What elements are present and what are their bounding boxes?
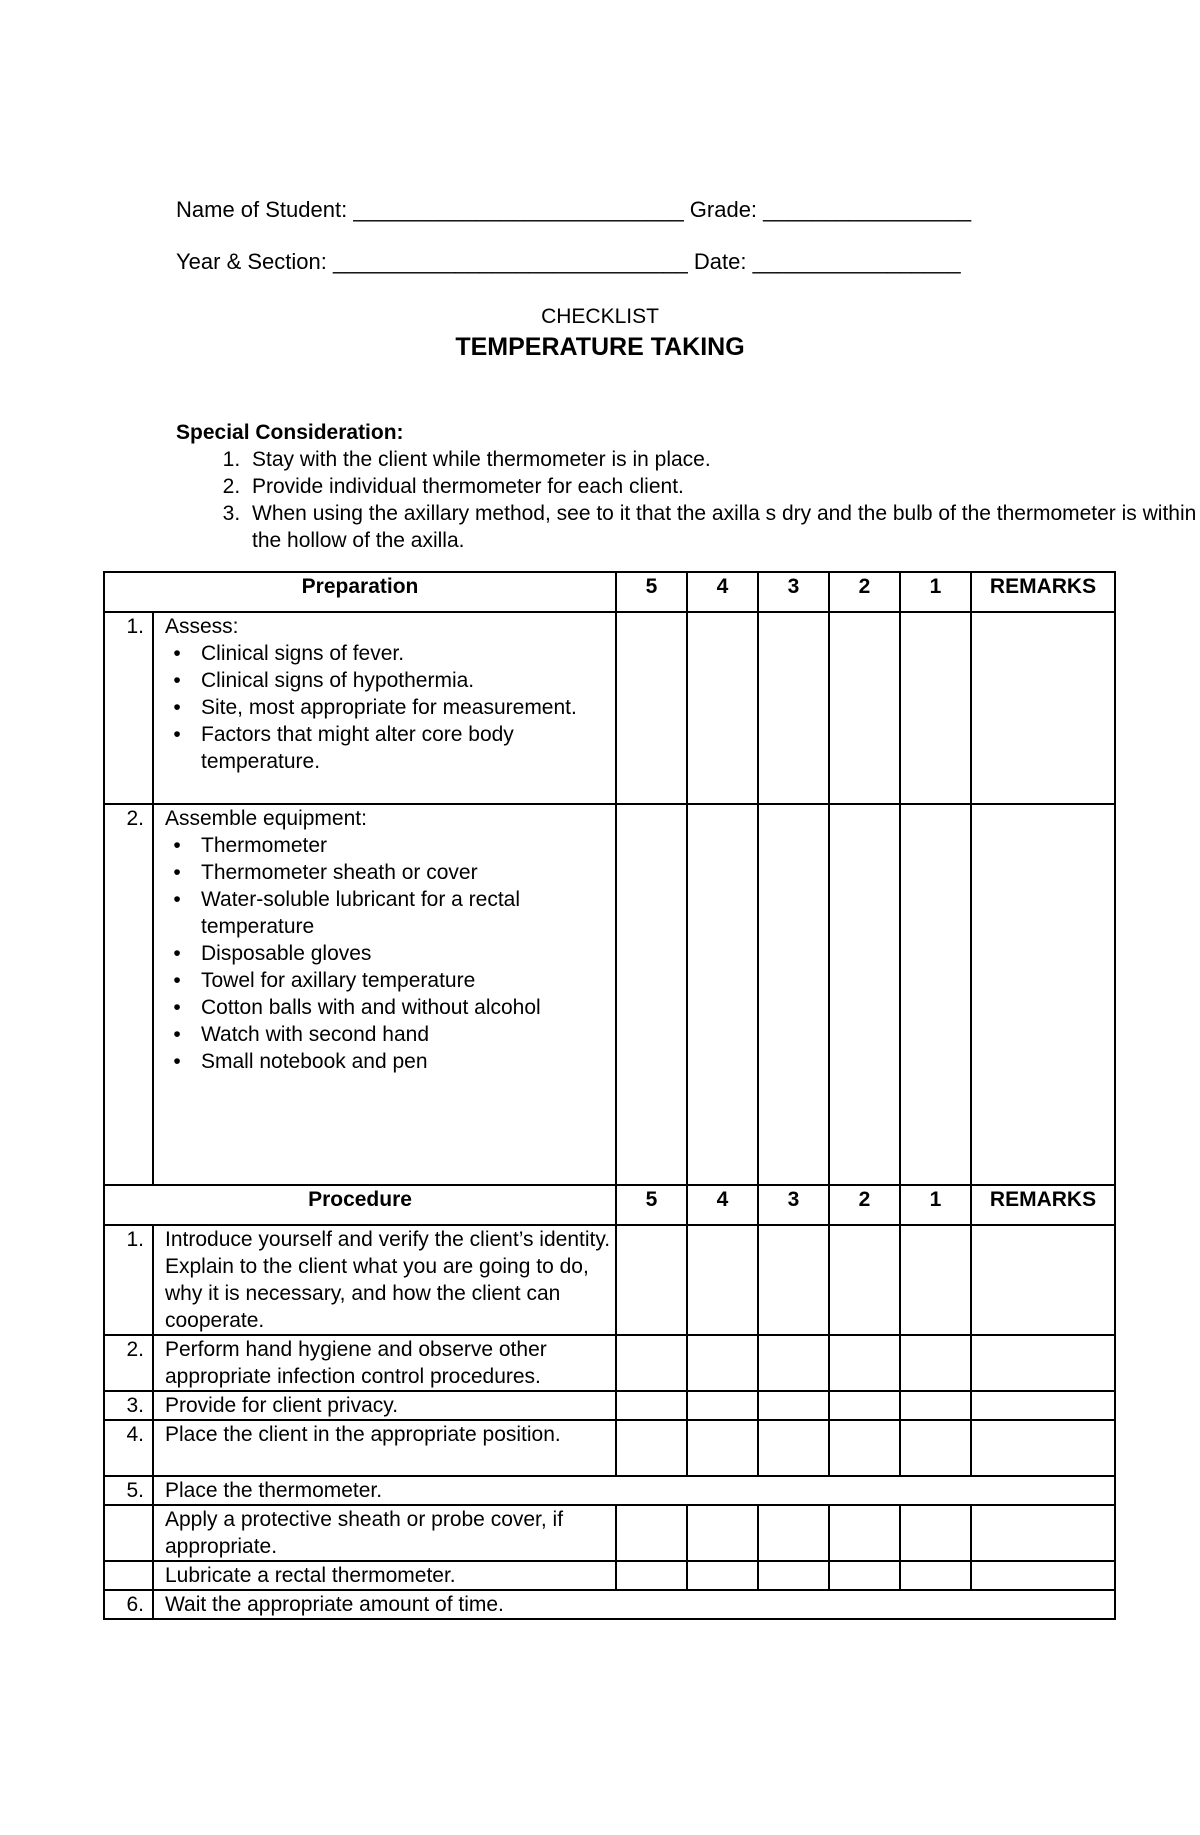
row-number: 3. xyxy=(104,1391,153,1420)
row-text xyxy=(153,804,616,1185)
score-cell[interactable] xyxy=(900,1561,971,1590)
row-number xyxy=(104,1505,153,1561)
score-header-5: 5 xyxy=(616,1185,687,1225)
score-cell[interactable] xyxy=(829,1420,900,1476)
row-text: Place the thermometer. xyxy=(153,1476,1115,1505)
score-cell[interactable] xyxy=(900,1225,971,1335)
score-cell[interactable] xyxy=(829,1225,900,1335)
score-cell[interactable] xyxy=(616,804,687,1185)
score-cell[interactable] xyxy=(758,612,829,804)
score-header-1: 1 xyxy=(900,572,971,612)
special-considerations xyxy=(176,419,1200,554)
score-cell[interactable] xyxy=(758,804,829,1185)
score-header-2: 2 xyxy=(829,1185,900,1225)
bullet-item: • Watch with second hand xyxy=(201,1021,615,1048)
checklist-table xyxy=(103,571,1116,1620)
special-item: 2. Provide individual thermometer for each client. xyxy=(246,473,1200,500)
bullet-item: • Factors that might alter core body temperature. xyxy=(201,721,615,775)
score-cell[interactable] xyxy=(758,1561,829,1590)
score-cell[interactable] xyxy=(900,1335,971,1391)
remarks-cell[interactable] xyxy=(971,1420,1115,1476)
score-cell[interactable] xyxy=(687,804,758,1185)
score-cell[interactable] xyxy=(687,1505,758,1561)
score-cell[interactable] xyxy=(829,1335,900,1391)
remarks-cell[interactable] xyxy=(971,1335,1115,1391)
special-item: 1. Stay with the client while thermometer is in place. xyxy=(246,446,1200,473)
score-cell[interactable] xyxy=(687,1561,758,1590)
score-cell[interactable] xyxy=(687,1391,758,1420)
score-cell[interactable] xyxy=(687,1420,758,1476)
student-name-grade-line: Name of Student: ___________________________ Grade: _________________ xyxy=(176,197,972,222)
procedure-header-row xyxy=(104,1185,1115,1225)
row-text: Perform hand hygiene and observe other appropriate infection control procedures. xyxy=(153,1335,616,1391)
special-item: 3. When using the axillary method, see to it that the axilla s dry and the bulb of the thermometer is within the hollow of the axilla. xyxy=(246,500,1200,554)
table-row xyxy=(104,1476,1115,1505)
row-number: 1. xyxy=(104,612,153,804)
row-number: 4. xyxy=(104,1420,153,1476)
remarks-cell[interactable] xyxy=(971,1561,1115,1590)
bullet-item: • Cotton balls with and without alcohol xyxy=(201,994,615,1021)
score-cell[interactable] xyxy=(758,1505,829,1561)
score-cell[interactable] xyxy=(616,1225,687,1335)
score-cell[interactable] xyxy=(616,1505,687,1561)
bullet-item: • Disposable gloves xyxy=(201,940,615,967)
score-cell[interactable] xyxy=(900,804,971,1185)
score-cell[interactable] xyxy=(758,1391,829,1420)
bullet-item: • Thermometer sheath or cover xyxy=(201,859,615,886)
row-text: Introduce yourself and verify the client’s identity. Explain to the client what you are going to do, why it is necessary, and how the client can cooperate. xyxy=(153,1225,616,1335)
row-text xyxy=(153,612,616,804)
score-cell[interactable] xyxy=(900,1391,971,1420)
score-header-2: 2 xyxy=(829,572,900,612)
score-header-1: 1 xyxy=(900,1185,971,1225)
bullet-item: • Water-soluble lubricant for a rectal temperature xyxy=(201,886,615,940)
remarks-cell[interactable] xyxy=(971,1225,1115,1335)
row-heading: Assess: xyxy=(165,615,239,638)
table-row xyxy=(104,1561,1115,1590)
bullet-item: • Clinical signs of hypothermia. xyxy=(201,667,615,694)
score-cell[interactable] xyxy=(616,1420,687,1476)
score-cell[interactable] xyxy=(758,1420,829,1476)
row-text: Place the client in the appropriate position. xyxy=(153,1420,616,1476)
row-number: 2. xyxy=(104,804,153,1185)
checklist-label: CHECKLIST xyxy=(541,305,659,328)
score-cell[interactable] xyxy=(900,1420,971,1476)
table-row xyxy=(104,1420,1115,1476)
row-number: 1. xyxy=(104,1225,153,1335)
table-row xyxy=(104,804,1115,1185)
remarks-header: REMARKS xyxy=(971,1185,1115,1225)
bullet-item: • Thermometer xyxy=(201,832,615,859)
score-cell[interactable] xyxy=(829,612,900,804)
row-text: Lubricate a rectal thermometer. xyxy=(153,1561,616,1590)
remarks-cell[interactable] xyxy=(971,804,1115,1185)
bullet-item: • Small notebook and pen xyxy=(201,1048,615,1075)
score-cell[interactable] xyxy=(829,1391,900,1420)
table-row xyxy=(104,612,1115,804)
score-cell[interactable] xyxy=(687,1225,758,1335)
score-header-4: 4 xyxy=(687,1185,758,1225)
table-row xyxy=(104,1335,1115,1391)
score-header-4: 4 xyxy=(687,572,758,612)
remarks-cell[interactable] xyxy=(971,1505,1115,1561)
row-number xyxy=(104,1561,153,1590)
page-title: TEMPERATURE TAKING xyxy=(455,333,745,361)
score-header-3: 3 xyxy=(758,572,829,612)
year-section-date-line: Year & Section: _____________________________ Date: _________________ xyxy=(176,249,961,274)
score-header-3: 3 xyxy=(758,1185,829,1225)
score-cell[interactable] xyxy=(829,1561,900,1590)
table-row xyxy=(104,1391,1115,1420)
remarks-cell[interactable] xyxy=(971,612,1115,804)
score-header-5: 5 xyxy=(616,572,687,612)
score-cell[interactable] xyxy=(616,612,687,804)
remarks-cell[interactable] xyxy=(971,1391,1115,1420)
table-row xyxy=(104,1505,1115,1561)
row-text: Provide for client privacy. xyxy=(153,1391,616,1420)
preparation-header: Preparation xyxy=(104,572,616,612)
preparation-header-row xyxy=(104,572,1115,612)
row-number: 5. xyxy=(104,1476,153,1505)
table-row xyxy=(104,1590,1115,1619)
row-heading: Assemble equipment: xyxy=(165,807,367,830)
bullet-item: • Towel for axillary temperature xyxy=(201,967,615,994)
table-row xyxy=(104,1225,1115,1335)
score-cell[interactable] xyxy=(687,1335,758,1391)
score-cell[interactable] xyxy=(900,1505,971,1561)
score-cell[interactable] xyxy=(829,1505,900,1561)
score-cell[interactable] xyxy=(900,612,971,804)
score-cell[interactable] xyxy=(687,612,758,804)
score-cell[interactable] xyxy=(829,804,900,1185)
procedure-header: Procedure xyxy=(104,1185,616,1225)
score-cell[interactable] xyxy=(758,1335,829,1391)
row-number: 2. xyxy=(104,1335,153,1391)
score-cell[interactable] xyxy=(758,1225,829,1335)
special-considerations-title: Special Consideration: xyxy=(176,421,404,444)
remarks-header: REMARKS xyxy=(971,572,1115,612)
score-cell[interactable] xyxy=(616,1391,687,1420)
bullet-item: • Site, most appropriate for measurement. xyxy=(201,694,615,721)
bullet-item: • Clinical signs of fever. xyxy=(201,640,615,667)
row-number: 6. xyxy=(104,1590,153,1619)
row-text: Wait the appropriate amount of time. xyxy=(153,1590,1115,1619)
row-text: Apply a protective sheath or probe cover, if appropriate. xyxy=(153,1505,616,1561)
score-cell[interactable] xyxy=(616,1335,687,1391)
score-cell[interactable] xyxy=(616,1561,687,1590)
